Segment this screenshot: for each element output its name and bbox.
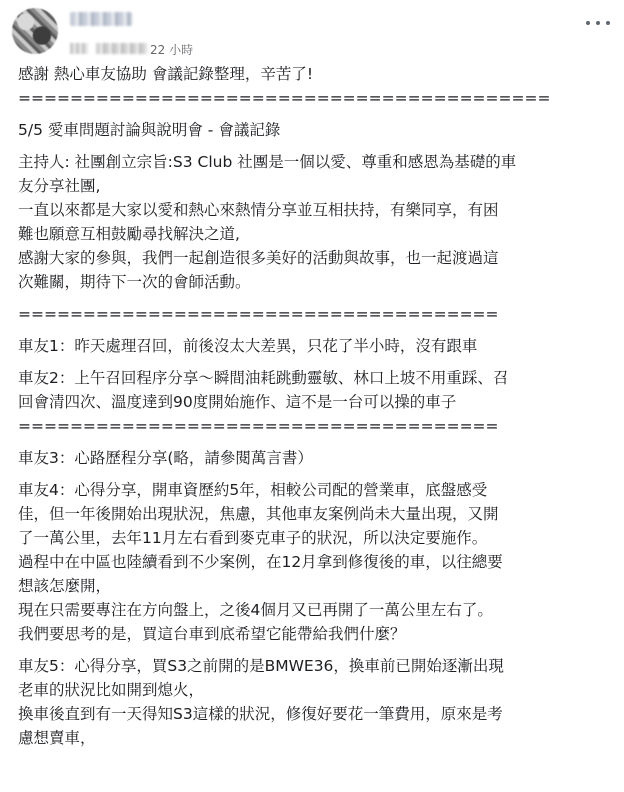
author-subtitle-redacted (96, 43, 148, 54)
post-paragraph: 感謝 熱心車友協助 會議記錄整理，辛苦了! ========================================= (18, 65, 551, 107)
avatar[interactable] (12, 8, 58, 54)
post-body (18, 62, 616, 750)
more-dot-icon (596, 21, 600, 25)
author-subtitle-redacted (70, 43, 88, 54)
post-paragraph: 5/5 愛車問題討論與說明會 - 會議記錄 (18, 121, 281, 139)
more-dot-icon (606, 21, 610, 25)
post-paragraph: 車友3：心路歷程分享(略，請參閱萬言書） (18, 449, 313, 467)
more-dot-icon (586, 21, 590, 25)
post-timestamp[interactable]: 22 小時 (150, 43, 194, 57)
post-paragraph: 主持人: 社團創立宗旨:S3 Club 社團是一個以愛、尊重和感恩為基礎的車 友分享社團, 一直以來都是大家以愛和熱心來熱情分享並互相扶持，有樂同享，有困 難也願意互相鼓勵尋找解決之道, 感謝大家的參與，我們一起創造很多美好的活動與故事，也一起渡過這 次難關，期待下一次的會師活動。 (18, 153, 517, 291)
author-name-redacted[interactable] (70, 12, 132, 26)
post-paragraph: 車友4：心得分享，開車資歷約5年，相較公司配的營業車，底盤感受 佳，但一年後開始出現狀況，焦慮，其他車友案例尚未大量出現，又開 了一萬公里，去年11月左右看到麥克車子的狀況，所以決定要施作。 過程中在中區也陸續看到不少案例，在12月拿到修復後的車，以往總要 想該怎麼開， 現在只需要專注在方向盤上，之後4個月又已再開了一萬公里左右了。 我們要思考的是，買這台車到底希望它能帶給我們什麼？ (18, 481, 503, 643)
more-options-button[interactable] (586, 14, 610, 32)
post-header (0, 0, 624, 62)
post-paragraph: ===================================== (18, 305, 499, 323)
post-paragraph: 車友1：昨天處理召回，前後沒太大差異，只花了半小時，沒有跟車 (18, 337, 478, 355)
post-paragraph: 車友2：上午召回程序分享～瞬間油耗跳動靈敏、林口上坡不用重踩、召 回會清四次、溫度達到90度開始施作、這不是一台可以操的車子 ===================================== (18, 369, 509, 435)
post-paragraph: 車友5：心得分享，買S3之前開的是BMWE36，換車前已開始逐漸出現 老車的狀況比如開到熄火， 換車後直到有一天得知S3這樣的狀況，修復好要花一筆費用，原來是考 慮想賣車， (18, 657, 504, 747)
